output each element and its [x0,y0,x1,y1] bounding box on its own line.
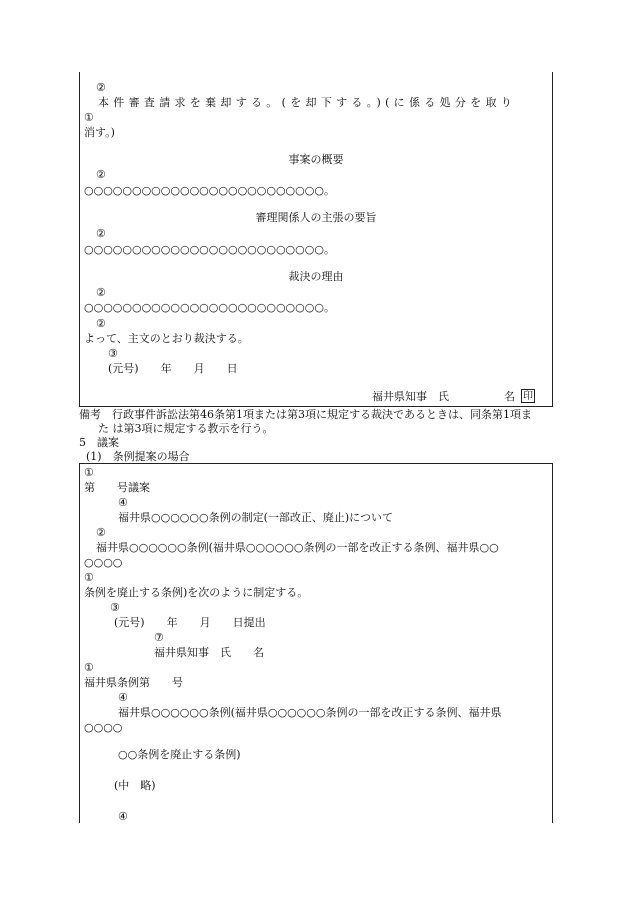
governor-signature: 福井県知事 氏 名 [372,390,515,403]
decision-form-box [79,72,553,407]
omitted-text: (中 略) [114,779,156,792]
bill-number: 第 号議案 [84,481,150,494]
marker-bill-number: ① [84,466,94,479]
claims-text: ○○○○○○○○○○○○○○○○○○○○○○○○○。 [84,243,335,256]
marker-conclusion: ② [96,317,106,330]
main-text-line2: 消す。) [84,126,115,139]
submit-date-line: (元号) 年 月 日提出 [114,616,266,629]
marker-facts: ② [96,168,106,181]
marker-continuation: ④ [118,810,128,823]
conclusion-text: よって、主文のとおり裁決する。 [84,332,249,345]
marker-reasons: ② [96,286,106,299]
ordinance-title-line2: ○○○○ [84,721,123,734]
marker-claims: ② [96,227,106,240]
governor-name-line: 福井県知事 氏 名 [154,646,264,659]
marker-bill-body: ② [96,526,106,539]
marker-date: ③ [108,347,118,360]
bill-title: 福井県○○○○○○条例の制定(一部改正、廃止)について [118,511,393,524]
bill-body-line3: 条例を廃止する条例)を次のように制定する。 [84,586,309,599]
marker-ordinance-title: ④ [118,691,128,704]
reasons-text: ○○○○○○○○○○○○○○○○○○○○○○○○○。 [84,301,335,314]
facts-text: ○○○○○○○○○○○○○○○○○○○○○○○○○。 [84,184,335,197]
decision-date-line: (元号) 年 月 日 [108,362,238,375]
section-heading: 5 議案 [79,436,119,449]
marker-bill-title: ④ [118,496,128,509]
marker-submit-date: ③ [110,601,120,614]
seal-stamp: 印 [523,391,533,402]
marker-governor: ⑦ [154,631,164,644]
ordinance-title-line3: ○○条例を廃止する条例) [118,748,241,761]
marker-main: ② [96,81,106,94]
bill-body-line1: 福井県○○○○○○条例(福井県○○○○○○条例の一部を改正する条例、福井県○○ [96,541,499,554]
ordinance-title-line1: 福井県○○○○○○条例(福井県○○○○○○条例の一部を改正する条例、福井県 [118,706,502,719]
remarks-line1: 備考 行政事件訴訟法第46条第1項または第3項に規定する裁決であるときは、同条第1項ま [79,408,532,421]
remarks-line2: た は第3項に規定する教示を行う。 [98,422,274,435]
heading-claims: 審理関係人の主張の要旨 [255,211,377,224]
heading-case-summary: 事案の概要 [288,153,344,166]
main-text-line1: 本件審査請求を棄却する。(を却下する。)(に係る処分を取り [98,96,517,109]
marker-bill-body-3: ① [84,571,94,584]
marker-ordinance-number: ① [84,661,94,674]
ordinance-number: 福井県条例第 号 [84,676,183,689]
heading-reasons: 裁決の理由 [288,270,344,283]
section-subheading: (1) 条例提案の場合 [86,450,190,463]
bill-body-line2: ○○○○ [84,556,123,569]
marker-main-2: ① [84,111,94,124]
